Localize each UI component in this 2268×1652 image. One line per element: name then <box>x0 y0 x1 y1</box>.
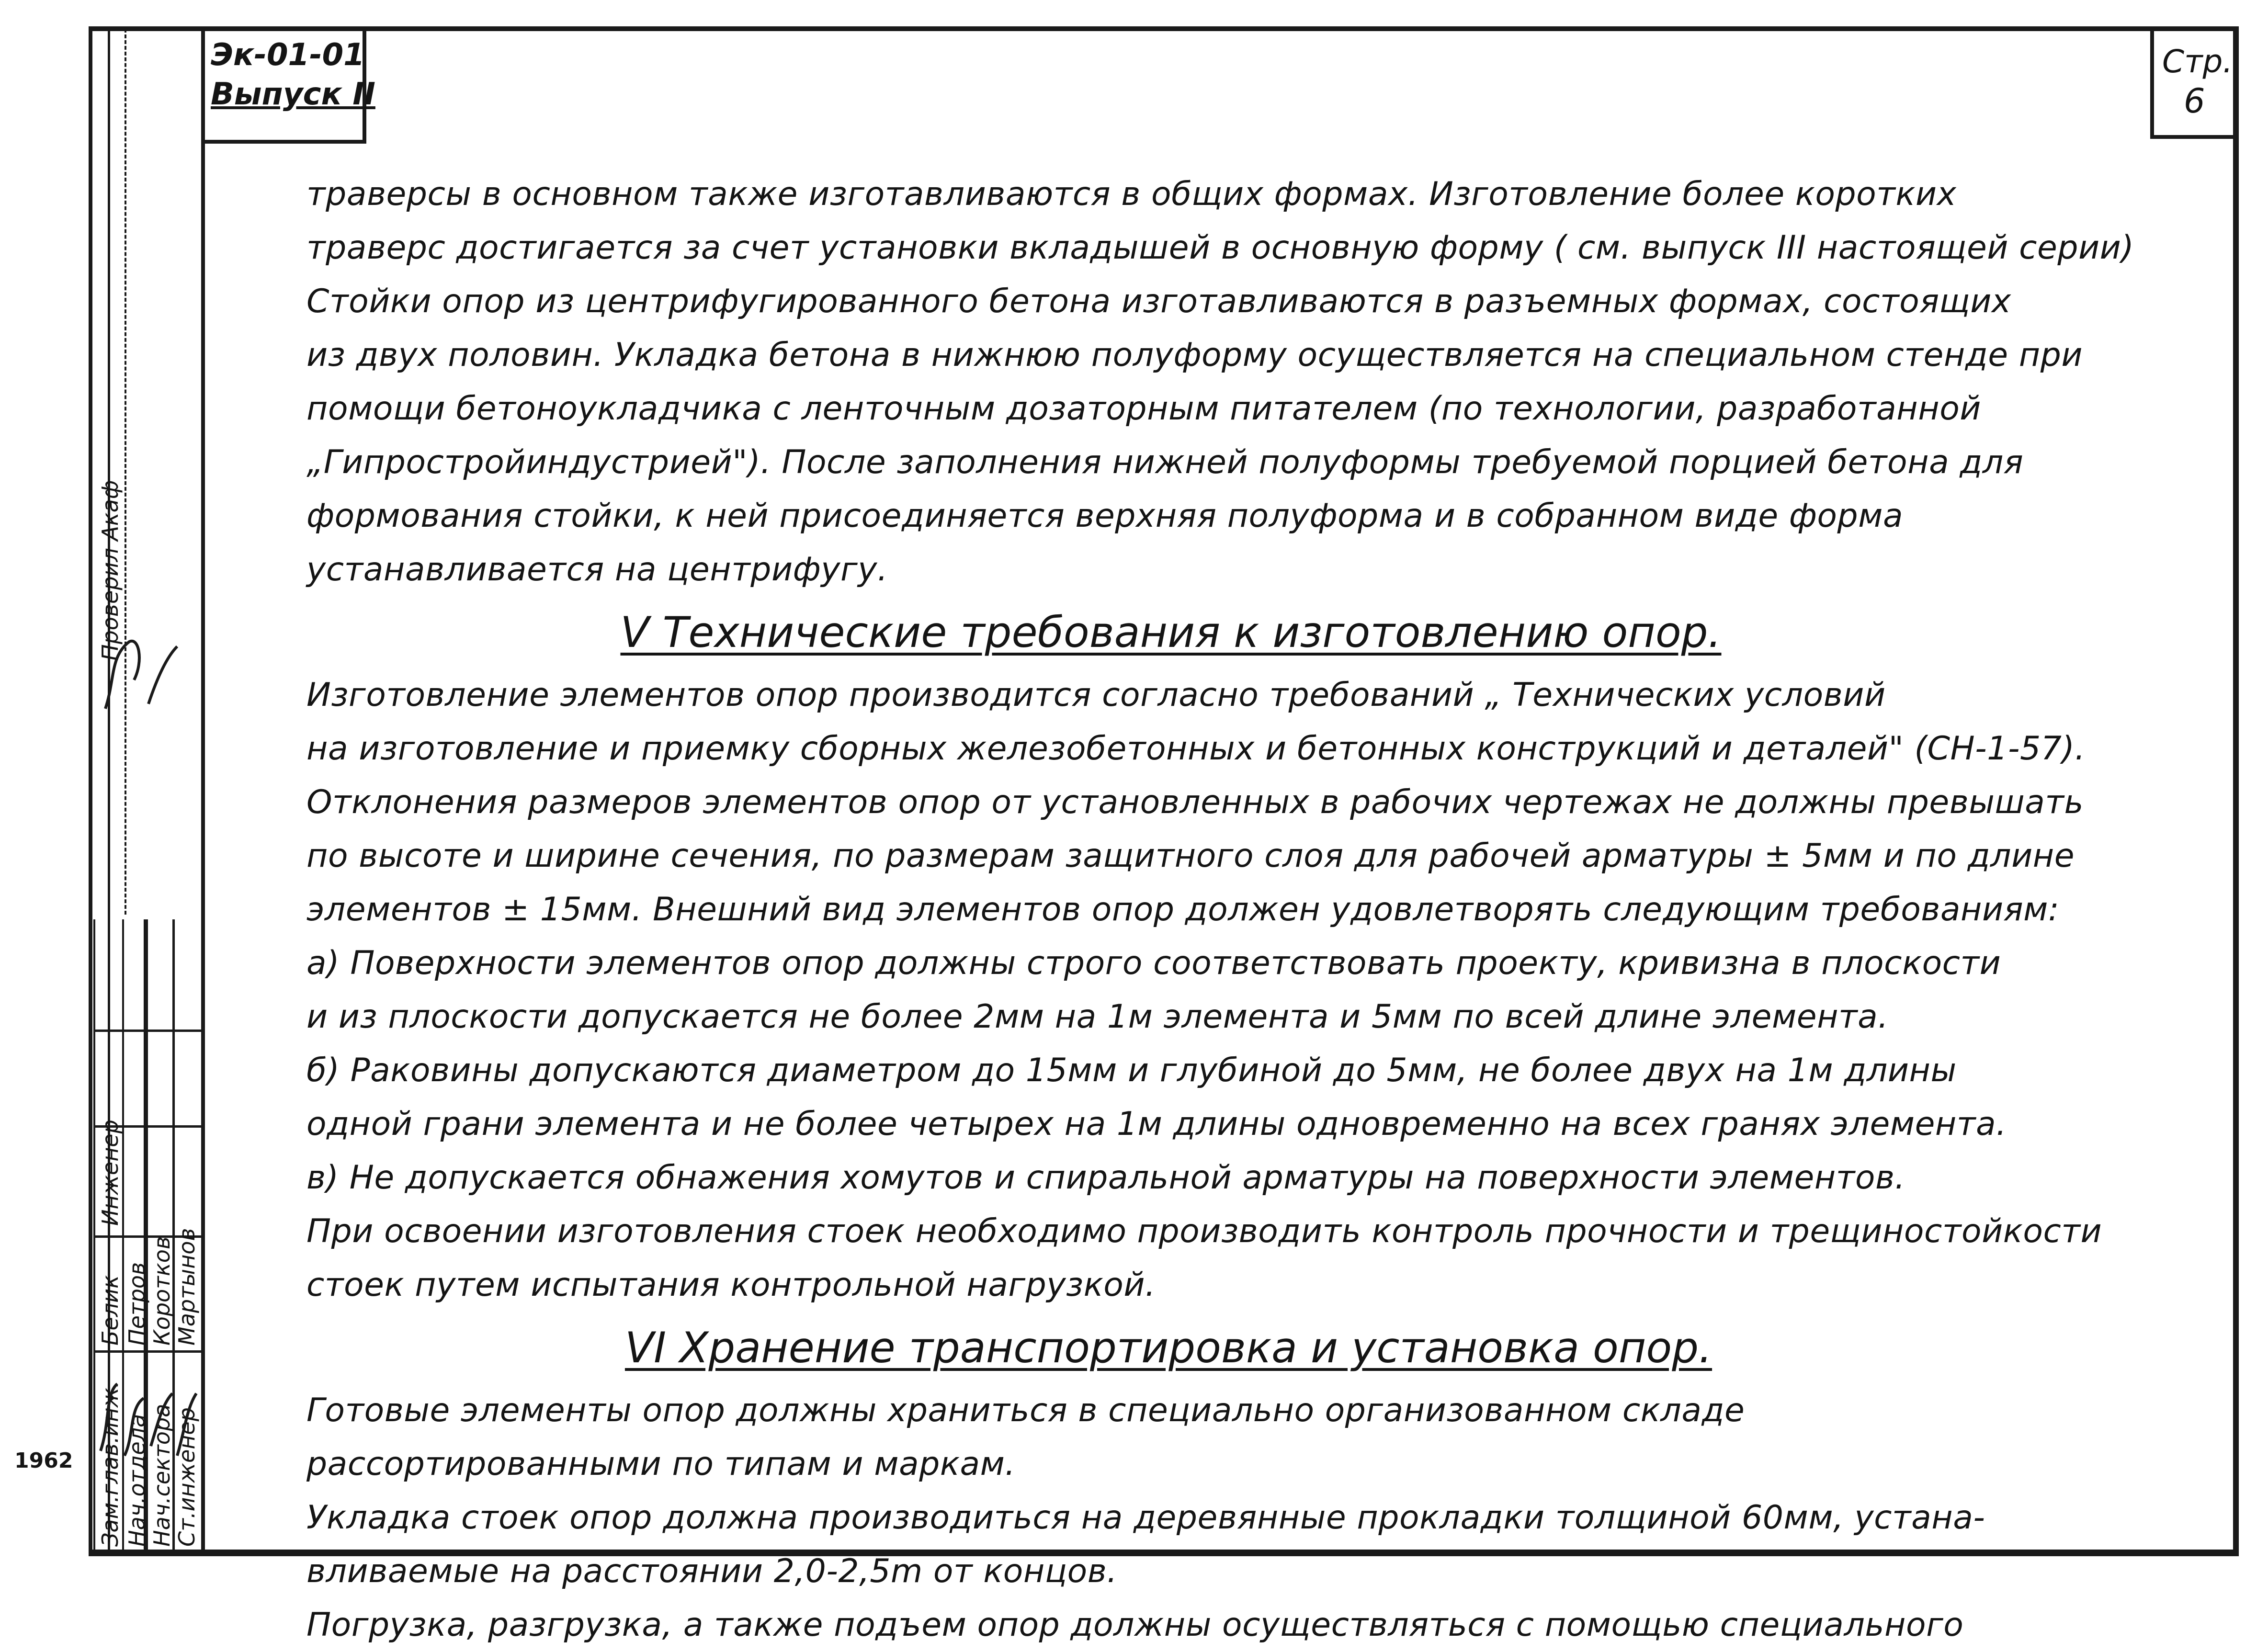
text-line: по высоте и ширине сечения, по размерам защитного слоя для рабочей арматуры ± 5мм и по длине <box>306 837 2075 875</box>
title-block-rule <box>93 1350 201 1353</box>
binding-guide <box>125 29 126 915</box>
text-line: элементов ± 15мм. Внешний вид элементов опор должен удовлетворять следующим требованиям: <box>306 891 2060 928</box>
document-code: Эк-01-01 <box>211 37 365 73</box>
text-line: траверсы в основном также изготавливаются в общих формах. Изготовление более коротких <box>306 175 1957 213</box>
role-label: Зам.глав.инж. <box>97 1380 123 1547</box>
text-line: Готовые элементы опор должны храниться в специально организованном складе <box>306 1392 1745 1429</box>
text-line: Погрузка, разгрузка, а также подъем опор должны осуществляться с помощью специального <box>306 1606 1964 1644</box>
text-line: Укладка стоек опор должна производиться на деревянные прокладки толщиной 60мм, устана- <box>306 1499 1985 1537</box>
text-line: устанавливается на центрифугу. <box>306 551 888 588</box>
text-line: помощи бетоноукладчика с ленточным дозаторным питателем (по технологии, разработанной <box>306 390 1981 428</box>
sheet-left-border <box>89 26 92 1556</box>
document-body <box>306 168 2198 1652</box>
role-label: Проверил Акаф <box>97 480 123 661</box>
text-line: Изготовление элементов опор производится согласно требований „ Технических условий <box>306 676 1886 714</box>
text-line: формования стойки, к ней присоединяется верхняя полуформа и в собранном виде форма <box>306 497 1904 535</box>
role-label: Ст.инженер <box>174 1407 200 1547</box>
text-line: на изготовление и приемку сборных железобетонных и бетонных конструкций и деталей" (СН-1-57). <box>306 730 2086 768</box>
title-block-rule <box>93 1030 201 1032</box>
person-name: Мартынов <box>174 1228 200 1346</box>
section-heading: VI Хранение транспортировка и установка опор. <box>624 1323 1712 1372</box>
text-line: из двух половин. Укладка бетона в нижнюю полуформу осуществляется на специальном стенде при <box>306 336 2083 374</box>
text-line: При освоении изготовления стоек необходимо производить контроль прочности и трещиностойкости <box>306 1212 2102 1250</box>
text-line: „Гипростройиндустрией"). После заполнения нижней полуформы требуемой порцией бетона для <box>306 443 2024 481</box>
role-label: Инженер <box>97 1120 123 1226</box>
text-line: Отклонения размеров элементов опор от установленных в рабочих чертежах не должны превышать <box>306 783 2084 821</box>
page-number: 6 <box>2184 81 2205 121</box>
section-heading: V Технические требования к изготовлению опор. <box>620 608 1722 657</box>
person-name: Белик <box>97 1275 123 1346</box>
text-line: стоек путем испытания контрольной нагрузкой. <box>306 1266 1156 1304</box>
text-line: одной грани элемента и не более четырех на 1м длины одновременно на всех гранях элемента. <box>306 1105 2007 1143</box>
section-6-paragraph <box>306 1384 2198 1652</box>
margin-year-note: 1962 <box>14 1448 73 1473</box>
text-line: траверс достигается за счет установки вкладышей в основную форму ( см. выпуск III настоящей серии) <box>306 229 2134 267</box>
person-name: Петров <box>124 1262 150 1346</box>
text-line: Стойки опор из центрифугированного бетона изготавливаются в разъемных формах, состоящих <box>306 283 2011 320</box>
signature-marks <box>96 622 192 718</box>
issue-number: Выпуск II <box>211 77 375 112</box>
role-label: Нач.отдела <box>124 1414 150 1547</box>
text-line: вливаемые на расстоянии 2,0-2,5m от концов. <box>306 1552 1118 1590</box>
signature-marks <box>96 1365 201 1465</box>
role-label: Нач.сектора <box>149 1403 175 1547</box>
page-label: Стр. <box>2162 43 2233 80</box>
text-line: а) Поверхности элементов опор должны строго соответствовать проекту, кривизна в плоскости <box>306 944 2001 982</box>
title-block <box>93 480 201 1551</box>
person-name: Коротков <box>149 1236 175 1346</box>
text-line: рассортированными по типам и маркам. <box>306 1445 1016 1483</box>
text-line: и из плоскости допускается не более 2мм на 1м элемента и 5мм по всей длине элемента. <box>306 998 1889 1036</box>
intro-paragraph <box>306 168 2198 597</box>
section-5-paragraph <box>306 668 2198 1312</box>
text-line: б) Раковины допускаются диаметром до 15мм и глубиной до 5мм, не более двух на 1м длины <box>306 1052 1957 1089</box>
text-line: в) Не допускается обнажения хомутов и спиральной арматуры на поверхности элементов. <box>306 1159 1905 1197</box>
